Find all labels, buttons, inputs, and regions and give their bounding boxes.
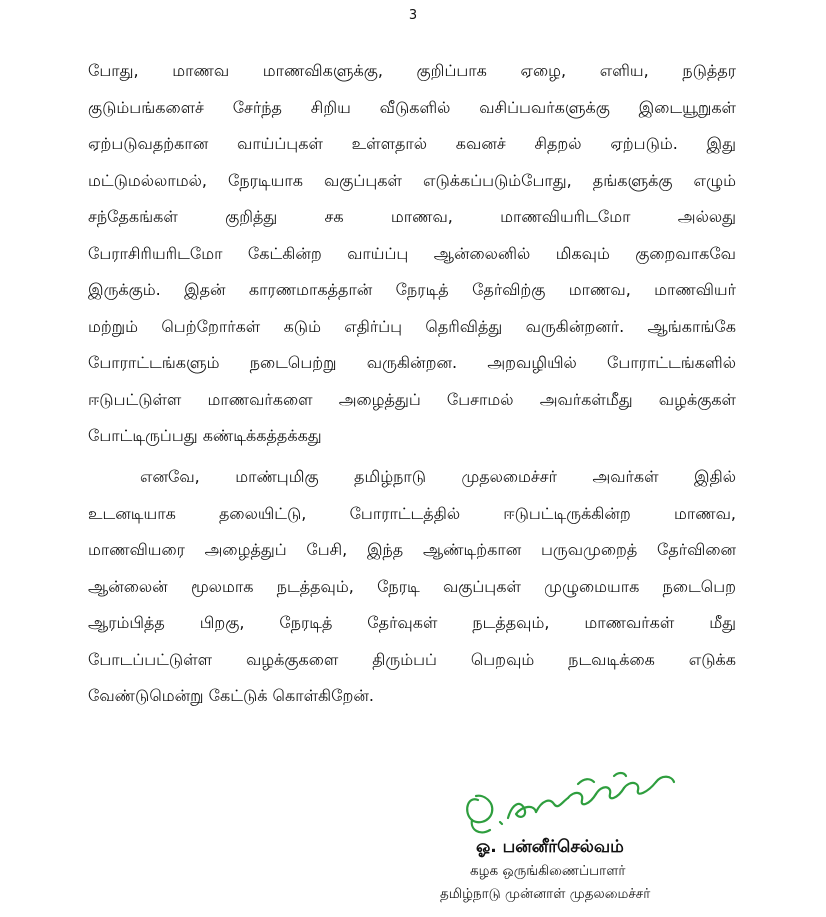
text-line: மட்டுமல்லாமல், நேரடியாக வகுப்புகள் எடுக்கப்படும்போது, தங்களுக்கு எழும் bbox=[88, 170, 736, 190]
text-line: மற்றும் பெற்றோர்கள் கடும் எதிர்ப்பு தெரிவித்து வருகின்றனர். ஆங்காங்கே bbox=[88, 316, 736, 336]
text-line: ஆரம்பித்த பிறகு, நேரடித் தேர்வுகள் நடத்தவும், மாணவர்கள் மீது bbox=[88, 613, 736, 632]
body-paragraph-2 bbox=[88, 459, 736, 715]
text-line: ஈடுபட்டுள்ள மாணவர்களை அழைத்துப் பேசாமல் அவர்கள்மீது வழக்குகள் bbox=[88, 389, 736, 409]
text-line: போது, மாணவ மாணவிகளுக்கு, குறிப்பாக ஏழை, எளிய, நடுத்தர bbox=[88, 61, 736, 80]
signer-name: ஓ. பன்னீர்செல்வம் bbox=[476, 837, 624, 857]
page-number: 3 bbox=[408, 8, 418, 23]
text-line: போட்டிருப்பது கண்டிக்கத்தக்கது bbox=[88, 426, 322, 445]
text-line: இருக்கும். இதன் காரணமாகத்தான் நேரடித் தேர்விற்கு மாணவ, மாணவியர் bbox=[88, 280, 736, 299]
text-line: சந்தேகங்கள் குறித்து சக மாணவ, மாணவியரிடமோ அல்லது bbox=[88, 207, 736, 226]
text-line: பேராசிரியரிடமோ கேட்கின்ற வாய்ப்பு ஆன்லைனில் மிகவும் குறைவாகவே bbox=[88, 243, 736, 263]
text-line: உடனடியாக தலையிட்டு, போராட்டத்தில் ஈடுபட்டிருக்கின்ற மாணவ, bbox=[88, 503, 736, 523]
handwritten-signature bbox=[450, 760, 680, 840]
text-line: குடும்பங்களைச் சேர்ந்த சிறிய வீடுகளில் வசிப்பவர்களுக்கு இடையூறுகள் bbox=[88, 97, 736, 117]
signer-title: கழக ஒருங்கிணைப்பாளர் bbox=[470, 863, 626, 879]
text-line: போராட்டங்களும் நடைபெற்று வருகின்றன. அறவழியில் போராட்டங்களில் bbox=[88, 353, 736, 372]
text-line: வேண்டுமென்று கேட்டுக் கொள்கிறேன். bbox=[88, 686, 374, 705]
text-line: ஆன்லைன் மூலமாக நடத்தவும், நேரடி வகுப்புகள் முழுமையாக நடைபெற bbox=[88, 576, 736, 596]
text-line: மாணவியரை அழைத்துப் பேசி, இந்த ஆண்டிற்கான பருவமுறைத் தேர்வினை bbox=[88, 540, 736, 559]
signer-subtitle: தமிழ்நாடு முன்னாள் முதலமைச்சர் bbox=[440, 886, 651, 902]
text-line: எனவே, மாண்புமிகு தமிழ்நாடு முதலமைச்சர் அவர்கள் இதில் bbox=[140, 467, 736, 486]
text-line: போடப்பட்டுள்ள வழக்குகளை திரும்பப் பெறவும் நடவடிக்கை எடுக்க bbox=[88, 649, 736, 669]
body-paragraph-1 bbox=[88, 53, 736, 455]
text-line: ஏற்படுவதற்கான வாய்ப்புகள் உள்ளதால் கவனச் சிதறல் ஏற்படும். இது bbox=[88, 134, 736, 153]
